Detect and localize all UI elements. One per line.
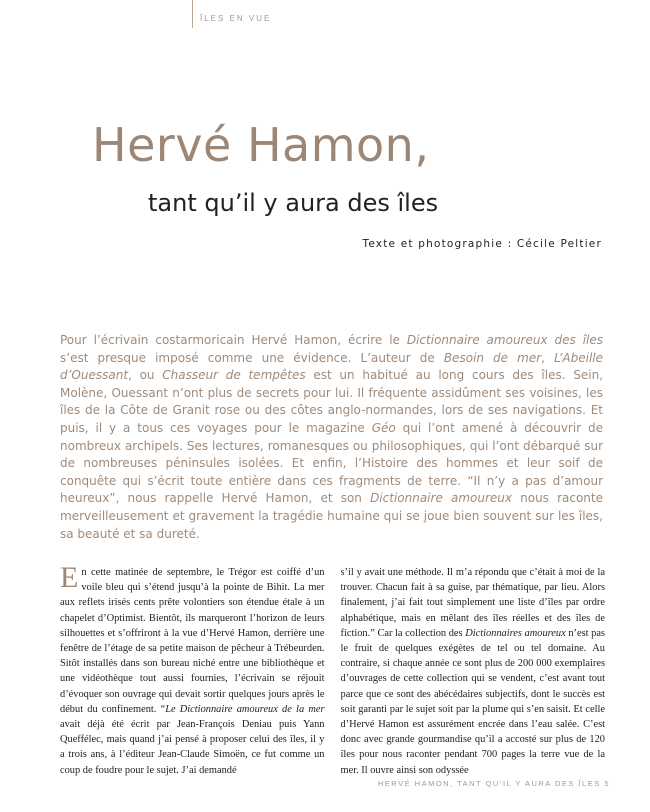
page-footer: HERVÉ HAMON, TANT QU’IL Y AURA DES ÎLES 5 (372, 779, 610, 788)
body-column-left: En cette matinée de septembre, le Trégor est coiffé d’un voile bleu qui s’étend jusqu’à la pointe de Bihit. La mer aux reflets irisés cents prête volontiers son étendue étale à un chapelet d’Optimist. Bientôt, ils marqueront l’horizon de leurs silhouettes et s’offriront à la vue d’Hervé Hamon, derrière une fenêtre de l’étage de sa petite maison de pêcheur à Trébeurden. Sitôt installés dans son bureau niché entre une bibliothèque et une vidéothèque tout aussi fournies, l’écrivain se réjouit d’évoquer son ouvrage qui devait sortir quelques jours après le début du confinement. “Le Dictionnaire amoureux de la mer avait déjà été écrit par Jean-François Deniau puis Yann Queffélec, mais quand j’ai pensé à proposer celui des îles, il y a trois ans, à l’éditeur Jean-Claude Simoën, ce fut comme un coup de foudre pour le sujet. J’ai demandé (60, 565, 325, 776)
body-column-right: s’il y avait une méthode. Il m’a répondu que c’était à moi de la trouver. Chacun fait à sa guise, par thématique, par lieu. Alors finalement, j’ai fait tout simplement une liste d’îles par ordre alphabétique, mais en mêlant des îles réelles et des îles de fiction.” Car la collection des Dictionnaires amoureux n’est pas le fruit de quelques exégètes de tel ou tel domaine. Au contraire, si chaque année ce sont plus de 200 000 exemplaires d’ouvrages de cette collection qui se vendent, c’est avant tout parce que ce sont des abécédaires subjectifs, dont le succès est soit garanti par le sujet soit par la plume qui s’en saisit. Et celle d’Hervé Hamon est assurément encrée dans l’eau salée. C’est donc avec grande gourmandise qu’il a accosté sur plus de 120 îles pour nous raconter pendant 700 pages la terre vue de la mer. Il ouvre ainsi son odyssée (340, 567, 605, 776)
article-subtitle: tant qu’il y aura des îles (148, 189, 439, 217)
rubric-rule (192, 0, 193, 28)
byline: Texte et photographie : Cécile Peltier (362, 238, 602, 250)
lead-paragraph: Pour l’écrivain costarmoricain Hervé Hamon, écrire le Dictionnaire amoureux des îles s’est presque imposé comme une évidence. L’auteur de Besoin de mer, L’Abeille d’Ouessant, ou Chasseur de tempêtes est un habitué au long cours des îles. Sein, Molène, Ouessant n’ont plus de secrets pour lui. Il fréquente assidûment ses voisines, les îles de la Côte de Granit rose ou des côtes anglo-normandes, lors de ses navigations. Et puis, il y a tous ces voyages pour le magazine Géo qui l’ont amené à découvrir de nombreux archipels. Ses lectures, romanesques ou philosophiques, qui l’ont débarqué sur de nombreuses péninsules isolées. Et enfin, l’Histoire des hommes et leur soif de conquête qui s’écrit toute entière dans ces fragments de terre. “Il n’y a pas d’amour heureux”, nous rappelle Hervé Hamon, et son Dictionnaire amoureux nous raconte merveilleusement et gravement la tragédie humaine qui se joue bien souvent sur les îles, sa beauté et sa dureté. (60, 333, 604, 541)
drop-cap: E (60, 565, 79, 594)
section-rubric: ÎLES EN VUE (200, 14, 272, 23)
body-columns (60, 565, 605, 780)
article-title: Hervé Hamon, (92, 118, 430, 172)
